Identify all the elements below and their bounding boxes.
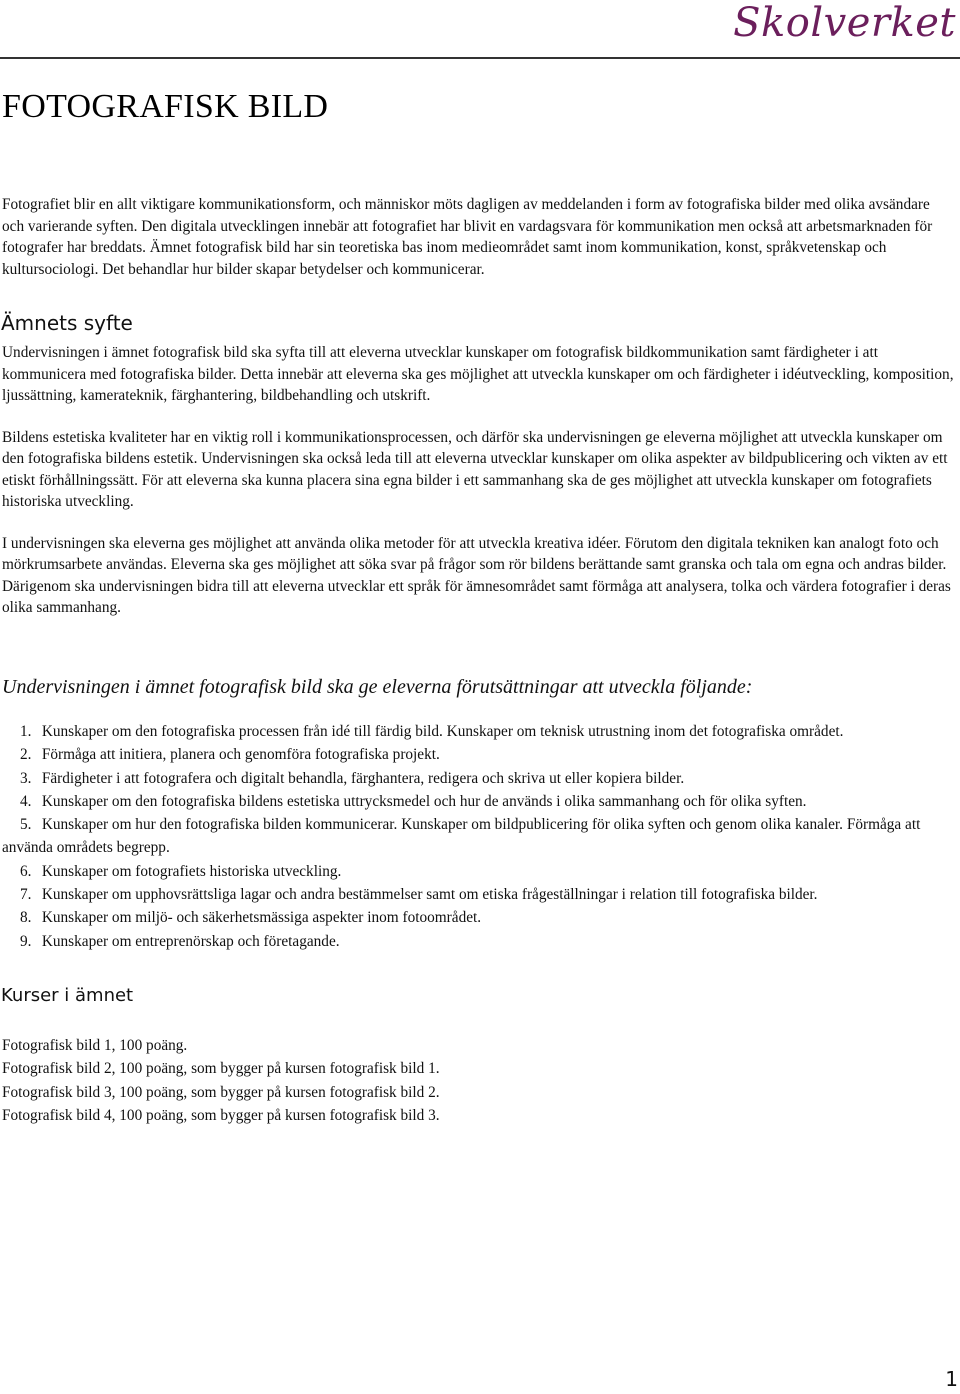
goal-text: Kunskaper om miljö- och säkerhetsmässiga aspekter inom fotoområdet. xyxy=(41,909,482,927)
goal-item xyxy=(2,743,960,766)
syfte-paragraph: Undervisningen i ämnet fotografisk bild ska syfta till att eleverna utvecklar kunskaper om fotografisk bildkommunikation samt färdigheter i att kommunicera med fotografiska bilder. Detta innebär att eleverna ska ges möjlighet att utveckla kunskaper om och färdigheter i idéutveckling, komposition, ljussättning, kamerateknik, färghantering, bildbehandling och utskrift. xyxy=(2,344,954,404)
goal-number: 4. xyxy=(20,792,32,810)
goal-item xyxy=(2,860,960,883)
goal-number: 8. xyxy=(20,909,32,927)
goal-number: 6. xyxy=(20,862,32,880)
goal-item xyxy=(2,883,960,906)
page-title: FOTOGRAFISK BILD xyxy=(2,88,329,125)
syfte-section xyxy=(2,342,958,639)
goal-text: Kunskaper om fotografiets historiska utveckling. xyxy=(41,862,342,880)
goal-number: 2. xyxy=(20,746,32,764)
goal-text: Förmåga att initiera, planera och genomföra fotografiska projekt. xyxy=(41,746,440,764)
section-heading-syfte: Ämnets syfte xyxy=(1,311,133,335)
skolverket-logo: Skolverket xyxy=(733,0,956,46)
goals-list xyxy=(2,720,960,953)
goal-text: Färdigheter i att fotografera och digitalt behandla, färghantera, redigera och skriva ut eller kopiera bilder. xyxy=(41,769,685,787)
course-item: Fotografisk bild 3, 100 poäng, som bygger på kursen fotografisk bild 2. xyxy=(2,1083,440,1101)
goal-text: Kunskaper om upphovsrättsliga lagar och andra bestämmelser samt om etiska frågeställningar i relation till fotografiska bilder. xyxy=(41,886,818,904)
goal-text: Kunskaper om entreprenörskap och företagande. xyxy=(41,932,340,950)
goal-item xyxy=(2,720,960,743)
goal-number: 9. xyxy=(20,932,32,950)
goal-item xyxy=(2,906,960,929)
syfte-paragraph: I undervisningen ska eleverna ges möjlighet att använda olika metoder för att utveckla kreativa idéer. Förutom den digitala tekniken kan analogt foto och mörkrumsarbete användas. Eleverna ska ges möjlighet att söka svar på frågor som rör bildens berättande samt granska och tala om egna och andras bilder. Därigenom ska undervisningen bidra till att eleverna utvecklar ett språk för ämnesområdet samt förmåga att analysera, tolka och värdera fotografier i deras olika sammanhang. xyxy=(2,534,951,616)
goal-item xyxy=(2,767,960,790)
header-divider xyxy=(0,57,960,59)
goal-item xyxy=(2,813,960,860)
goal-number: 3. xyxy=(20,769,32,787)
goal-item xyxy=(2,930,960,953)
goal-text: Kunskaper om den fotografiska bildens estetiska uttrycksmedel och hur de används i olika sammanhang och för olika syften. xyxy=(41,792,807,810)
syfte-paragraph: Bildens estetiska kvaliteter har en viktig roll i kommunikationsprocessen, och därför ska undervisningen ge eleverna möjlighet att utveckla kunskaper om den fotografiska bildens estetik. Undervisningen ska också leda till att eleverna utvecklar kunskaper om olika aspekter av bildpublicering och vikten av ett etiskt förhållningssätt. För att eleverna ska kunna placera sina egna bilder i ett sammanhang ska de ges möjlighet att utveckla kunskaper om fotografiets historiska utveckling. xyxy=(2,428,948,510)
page-number: 1 xyxy=(945,1367,958,1391)
goal-number: 7. xyxy=(20,886,32,904)
goal-text: Kunskaper om hur den fotografiska bilden kommunicerar. Kunskaper om bildpublicering för olika syften och genom olika kanaler. Förmåga att använda områdets begrepp. xyxy=(2,816,921,857)
goal-text: Kunskaper om den fotografiska processen från idé till färdig bild. Kunskaper om teknisk utrustning inom det fotografiska området. xyxy=(41,723,844,740)
goal-number: 1. xyxy=(20,723,32,740)
goal-number: 5. xyxy=(20,816,32,834)
section-heading-forutsattningar: Undervisningen i ämnet fotografisk bild ska ge eleverna förutsättningar att utveckla följande: xyxy=(2,676,753,698)
intro-paragraph: Fotografiet blir en allt viktigare kommunikationsform, och människor möts dagligen av meddelanden i form av fotografiska bilder med olika avsändare och varierande syften. Den digitala utvecklingen innebär att fotografiet har blivit en vardagsvara för kommunikation men också att arbetsmarknaden för fotografer har breddats. Ämnet fotografisk bild har sin teoretiska bas inom medieområdet samt inom kommunikation, konst, språkvetenskap och kultursociologi. Det behandlar hur bilder skapar betydelser och kommunicerar. xyxy=(2,196,933,278)
section-heading-kurser: Kurser i ämnet xyxy=(1,985,134,1006)
courses-list xyxy=(2,1034,440,1127)
goal-item xyxy=(2,790,960,813)
course-item: Fotografisk bild 4, 100 poäng, som bygger på kursen fotografisk bild 3. xyxy=(2,1106,440,1124)
course-item: Fotografisk bild 2, 100 poäng, som bygger på kursen fotografisk bild 1. xyxy=(2,1060,440,1078)
course-item: Fotografisk bild 1, 100 poäng. xyxy=(2,1037,188,1054)
